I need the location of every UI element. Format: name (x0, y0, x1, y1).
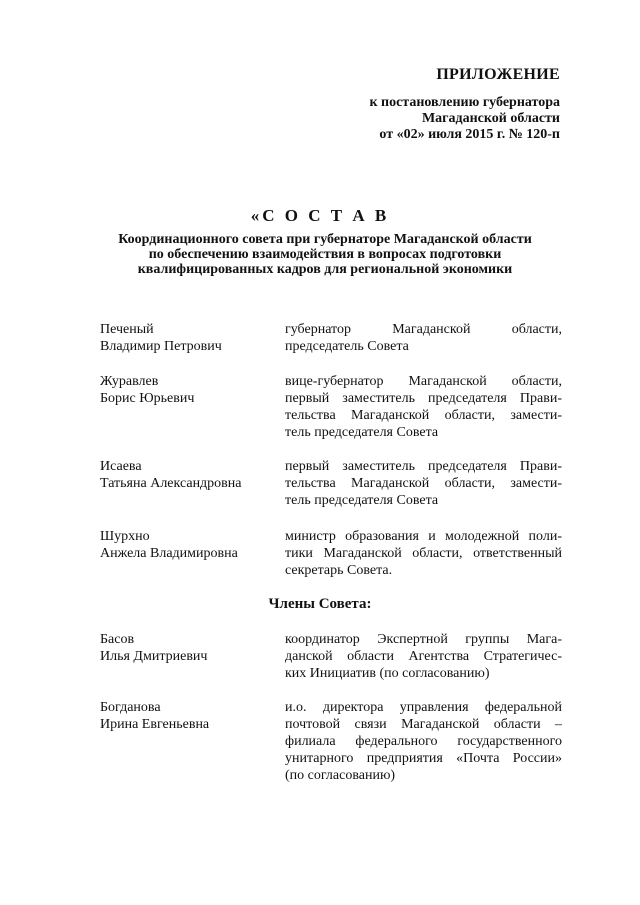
person-name (100, 373, 280, 407)
role-line: почтовой связи Магаданской области – (285, 717, 562, 732)
role-line: тель председателя Совета (285, 425, 439, 440)
role-line: тельства Магаданской области, замести- (285, 408, 562, 423)
role-line: первый заместитель председателя Прави- (285, 459, 562, 474)
role-line: ких Инициатив (по согласованию) (285, 666, 490, 681)
role-line: (по согласованию) (285, 768, 396, 783)
person-role (285, 699, 562, 784)
person-surname: Журавлев (100, 374, 159, 389)
role-line: координатор Экспертной группы Мага- (285, 632, 562, 647)
person-name (100, 528, 280, 562)
person-given-name: Борис Юрьевич (100, 391, 195, 406)
subtitle-line-2: по обеспечению взаимодействия в вопросах подготовки (148, 247, 502, 262)
person-given-name: Ирина Евгеньевна (100, 717, 210, 732)
person-surname: Шурхно (100, 529, 150, 544)
person-role (285, 458, 562, 509)
role-line: данской области Агентства Стратегичес- (285, 649, 562, 664)
document-title: «С О С Т А В (250, 206, 390, 225)
appendix-line-3: от «02» июля 2015 г. № 120-п (379, 127, 560, 142)
role-line: вице-губернатор Магаданской области, (285, 374, 562, 389)
person-given-name: Анжела Владимировна (100, 546, 238, 561)
person-name (100, 321, 280, 355)
person-surname: Печеный (100, 322, 154, 337)
role-line: унитарного предприятия «Почта России» (285, 751, 562, 766)
person-role (285, 528, 562, 579)
role-line: тель председателя Совета (285, 493, 439, 508)
person-surname: Басов (100, 632, 135, 647)
role-line: филиала федерального государственного (285, 734, 562, 749)
appendix-title: ПРИЛОЖЕНИЕ (436, 66, 560, 83)
person-role (285, 321, 562, 355)
person-given-name: Татьяна Александровна (100, 476, 242, 491)
person-surname: Исаева (100, 459, 142, 474)
person-name (100, 631, 280, 665)
role-line: секретарь Совета. (285, 563, 393, 578)
person-role (285, 373, 562, 441)
document-subtitle (70, 232, 580, 277)
person-name (100, 458, 280, 492)
person-given-name: Илья Дмитриевич (100, 649, 208, 664)
subtitle-line-3: квалифицированных кадров для региональной экономики (137, 262, 513, 277)
role-line: председатель Совета (285, 339, 409, 354)
role-line: и.о. директора управления федеральной (285, 700, 562, 715)
role-line: губернатор Магаданской области, (285, 322, 562, 337)
role-line: тельства Магаданской области, замести- (285, 476, 562, 491)
person-name (100, 699, 280, 733)
appendix-line-2: Магаданской области (421, 111, 560, 126)
subtitle-line-1: Координационного совета при губернаторе Магаданской области (118, 232, 532, 247)
person-surname: Богданова (100, 700, 161, 715)
role-line: министр образования и молодежной поли- (285, 529, 562, 544)
role-line: первый заместитель председателя Прави- (285, 391, 562, 406)
appendix-line-1: к постановлению губернатора (369, 95, 560, 110)
appendix-block (300, 66, 560, 143)
person-role (285, 631, 562, 682)
members-heading: Члены Совета: (268, 596, 372, 612)
person-given-name: Владимир Петрович (100, 339, 222, 354)
role-line: тики Магаданской области, ответственный (285, 546, 562, 561)
